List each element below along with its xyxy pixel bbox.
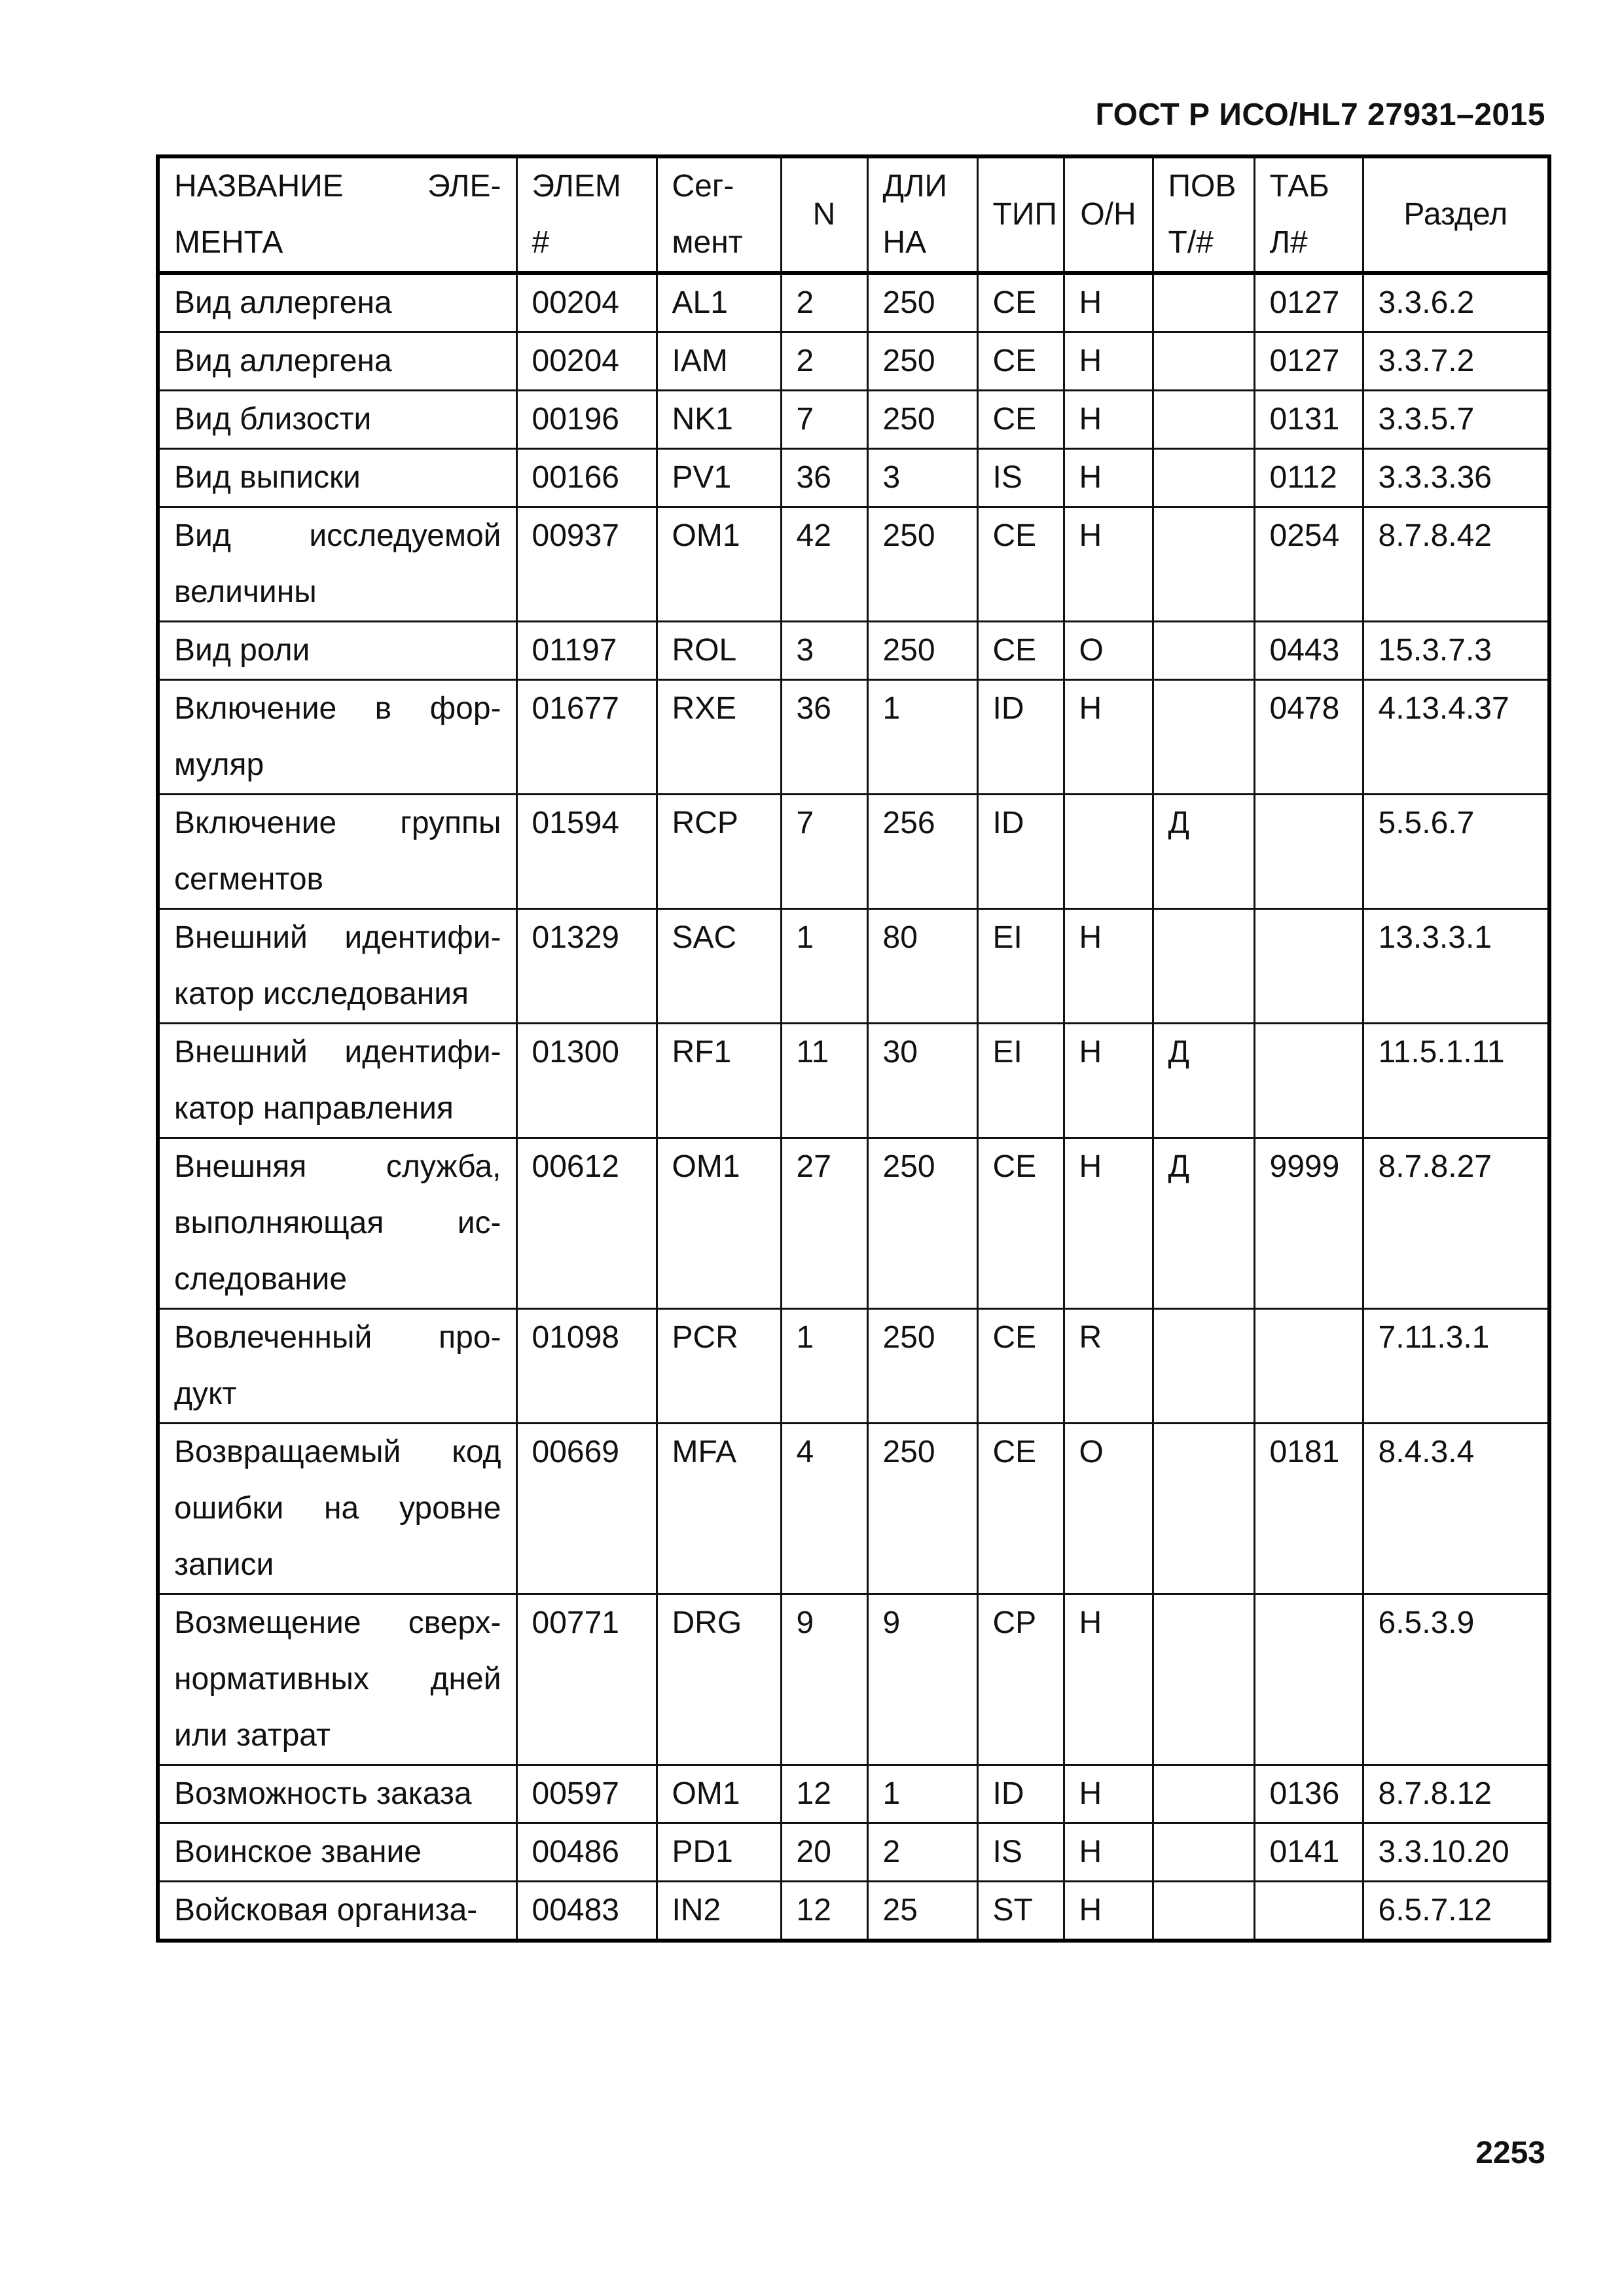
table-row <box>158 1765 1549 1823</box>
cell-length: 250 <box>867 1424 977 1594</box>
cell-elem: 01329 <box>516 909 657 1024</box>
table-header-row <box>158 156 1549 273</box>
cell-opt: Н <box>1064 1024 1153 1138</box>
cell-section: 4.13.4.37 <box>1363 680 1549 795</box>
cell-table: 0181 <box>1254 1424 1363 1594</box>
column-header-opt: О/Н <box>1064 156 1153 273</box>
cell-opt: О <box>1064 622 1153 680</box>
cell-length: 2 <box>867 1823 977 1882</box>
cell-name: Вид близости <box>158 391 516 449</box>
cell-length: 250 <box>867 507 977 622</box>
cell-repeat <box>1153 1823 1254 1882</box>
cell-n: 20 <box>781 1823 867 1882</box>
cell-section: 3.3.7.2 <box>1363 332 1549 391</box>
cell-length: 30 <box>867 1024 977 1138</box>
cell-n: 27 <box>781 1138 867 1309</box>
column-header-type: ТИП <box>977 156 1064 273</box>
cell-section: 11.5.1.11 <box>1363 1024 1549 1138</box>
cell-section: 3.3.5.7 <box>1363 391 1549 449</box>
cell-segment: RCP <box>657 795 781 909</box>
cell-elem: 00483 <box>516 1882 657 1941</box>
cell-length: 250 <box>867 332 977 391</box>
cell-n: 2 <box>781 273 867 332</box>
cell-table <box>1254 1309 1363 1424</box>
cell-repeat <box>1153 391 1254 449</box>
cell-segment: DRG <box>657 1594 781 1765</box>
column-header-section: Раздел <box>1363 156 1549 273</box>
cell-table <box>1254 1594 1363 1765</box>
cell-elem: 00204 <box>516 332 657 391</box>
cell-n: 1 <box>781 1309 867 1424</box>
cell-name: Возмещение сверх-нормативных дней или затрат <box>158 1594 516 1765</box>
cell-section: 8.7.8.42 <box>1363 507 1549 622</box>
cell-type: IS <box>977 1823 1064 1882</box>
cell-name: Воинское звание <box>158 1823 516 1882</box>
table-row <box>158 1024 1549 1138</box>
table-body <box>158 273 1549 1941</box>
table-row <box>158 1309 1549 1424</box>
table-row <box>158 273 1549 332</box>
cell-n: 2 <box>781 332 867 391</box>
cell-name: Внешний идентифи-катор исследования <box>158 909 516 1024</box>
cell-section: 7.11.3.1 <box>1363 1309 1549 1424</box>
cell-section: 8.7.8.12 <box>1363 1765 1549 1823</box>
cell-opt: Н <box>1064 1138 1153 1309</box>
cell-segment: ROL <box>657 622 781 680</box>
table-row <box>158 391 1549 449</box>
cell-n: 7 <box>781 795 867 909</box>
column-header-segment: Сег-мент <box>657 156 781 273</box>
column-header-repeat: ПОВ Т/# <box>1153 156 1254 273</box>
cell-segment: IAM <box>657 332 781 391</box>
table-row <box>158 449 1549 507</box>
cell-type: EI <box>977 909 1064 1024</box>
cell-name: Внешняя служба, выполняющая ис-следование <box>158 1138 516 1309</box>
cell-length: 250 <box>867 273 977 332</box>
cell-repeat <box>1153 1882 1254 1941</box>
cell-table: 0254 <box>1254 507 1363 622</box>
cell-length: 256 <box>867 795 977 909</box>
cell-type: CE <box>977 1424 1064 1594</box>
cell-elem: 00669 <box>516 1424 657 1594</box>
cell-name: Вид выписки <box>158 449 516 507</box>
cell-opt: Н <box>1064 1882 1153 1941</box>
cell-elem: 00166 <box>516 449 657 507</box>
cell-elem: 01197 <box>516 622 657 680</box>
cell-type: ID <box>977 1765 1064 1823</box>
cell-opt: Н <box>1064 680 1153 795</box>
cell-table: 0136 <box>1254 1765 1363 1823</box>
column-header-name: НАЗВАНИЕ ЭЛЕ-МЕНТА <box>158 156 516 273</box>
cell-name: Включение группы сегментов <box>158 795 516 909</box>
cell-segment: PCR <box>657 1309 781 1424</box>
table-row <box>158 680 1549 795</box>
cell-table: 0131 <box>1254 391 1363 449</box>
cell-table <box>1254 1024 1363 1138</box>
cell-repeat <box>1153 332 1254 391</box>
table-row <box>158 1823 1549 1882</box>
cell-elem: 01300 <box>516 1024 657 1138</box>
cell-type: IS <box>977 449 1064 507</box>
cell-repeat <box>1153 507 1254 622</box>
cell-table: 0127 <box>1254 273 1363 332</box>
cell-table: 0478 <box>1254 680 1363 795</box>
cell-opt: Н <box>1064 1594 1153 1765</box>
data-element-index-table <box>156 154 1551 1943</box>
cell-n: 36 <box>781 680 867 795</box>
cell-table <box>1254 795 1363 909</box>
cell-type: CE <box>977 1138 1064 1309</box>
cell-type: CE <box>977 391 1064 449</box>
cell-elem: 01098 <box>516 1309 657 1424</box>
cell-repeat <box>1153 273 1254 332</box>
cell-section: 3.3.6.2 <box>1363 273 1549 332</box>
cell-type: EI <box>977 1024 1064 1138</box>
cell-table <box>1254 909 1363 1024</box>
cell-name: Возможность заказа <box>158 1765 516 1823</box>
cell-segment: OM1 <box>657 507 781 622</box>
cell-opt: Н <box>1064 273 1153 332</box>
cell-type: ST <box>977 1882 1064 1941</box>
cell-n: 12 <box>781 1765 867 1823</box>
cell-section: 3.3.10.20 <box>1363 1823 1549 1882</box>
column-header-elem: ЭЛЕМ # <box>516 156 657 273</box>
table-row <box>158 795 1549 909</box>
cell-length: 1 <box>867 1765 977 1823</box>
cell-n: 9 <box>781 1594 867 1765</box>
cell-type: CE <box>977 1309 1064 1424</box>
cell-section: 6.5.3.9 <box>1363 1594 1549 1765</box>
cell-repeat <box>1153 1424 1254 1594</box>
cell-n: 7 <box>781 391 867 449</box>
table-row <box>158 1594 1549 1765</box>
cell-type: CE <box>977 273 1064 332</box>
cell-elem: 01677 <box>516 680 657 795</box>
cell-table: 0141 <box>1254 1823 1363 1882</box>
cell-table <box>1254 1882 1363 1941</box>
cell-repeat <box>1153 1309 1254 1424</box>
cell-type: CE <box>977 332 1064 391</box>
cell-length: 9 <box>867 1594 977 1765</box>
cell-length: 250 <box>867 622 977 680</box>
cell-length: 3 <box>867 449 977 507</box>
cell-repeat <box>1153 1594 1254 1765</box>
cell-n: 12 <box>781 1882 867 1941</box>
cell-table: 0443 <box>1254 622 1363 680</box>
column-header-n: N <box>781 156 867 273</box>
cell-section: 6.5.7.12 <box>1363 1882 1549 1941</box>
cell-segment: OM1 <box>657 1138 781 1309</box>
cell-opt <box>1064 795 1153 909</box>
cell-table: 0127 <box>1254 332 1363 391</box>
cell-segment: OM1 <box>657 1765 781 1823</box>
cell-length: 25 <box>867 1882 977 1941</box>
cell-opt: Н <box>1064 332 1153 391</box>
cell-name: Вид роли <box>158 622 516 680</box>
cell-section: 8.4.3.4 <box>1363 1424 1549 1594</box>
cell-name: Внешний идентифи-катор направления <box>158 1024 516 1138</box>
table-row <box>158 622 1549 680</box>
table-row <box>158 507 1549 622</box>
cell-opt: Н <box>1064 507 1153 622</box>
table-row <box>158 332 1549 391</box>
cell-repeat <box>1153 449 1254 507</box>
cell-repeat: Д <box>1153 1138 1254 1309</box>
cell-name: Вид исследуемой величины <box>158 507 516 622</box>
cell-n: 42 <box>781 507 867 622</box>
cell-type: CP <box>977 1594 1064 1765</box>
cell-section: 15.3.7.3 <box>1363 622 1549 680</box>
cell-length: 250 <box>867 1138 977 1309</box>
cell-elem: 01594 <box>516 795 657 909</box>
cell-segment: SAC <box>657 909 781 1024</box>
column-header-length: ДЛИ НА <box>867 156 977 273</box>
cell-repeat: Д <box>1153 1024 1254 1138</box>
cell-section: 5.5.6.7 <box>1363 795 1549 909</box>
cell-section: 3.3.3.36 <box>1363 449 1549 507</box>
cell-segment: PV1 <box>657 449 781 507</box>
cell-elem: 00937 <box>516 507 657 622</box>
cell-segment: IN2 <box>657 1882 781 1941</box>
cell-segment: RXE <box>657 680 781 795</box>
cell-elem: 00196 <box>516 391 657 449</box>
cell-opt: Н <box>1064 1823 1153 1882</box>
cell-elem: 00486 <box>516 1823 657 1882</box>
cell-repeat <box>1153 909 1254 1024</box>
table-row <box>158 909 1549 1024</box>
cell-opt: Н <box>1064 391 1153 449</box>
cell-repeat <box>1153 622 1254 680</box>
cell-name: Включение в фор-муляр <box>158 680 516 795</box>
cell-type: CE <box>977 507 1064 622</box>
cell-section: 13.3.3.1 <box>1363 909 1549 1024</box>
cell-elem: 00771 <box>516 1594 657 1765</box>
cell-table: 9999 <box>1254 1138 1363 1309</box>
cell-name: Войсковая организа- <box>158 1882 516 1941</box>
cell-length: 1 <box>867 680 977 795</box>
cell-elem: 00612 <box>516 1138 657 1309</box>
document-header: ГОСТ Р ИСО/HL7 27931–2015 <box>1095 98 1545 132</box>
table-row <box>158 1882 1549 1941</box>
cell-n: 1 <box>781 909 867 1024</box>
cell-opt: R <box>1064 1309 1153 1424</box>
cell-length: 250 <box>867 1309 977 1424</box>
cell-table: 0112 <box>1254 449 1363 507</box>
cell-type: CE <box>977 622 1064 680</box>
cell-n: 3 <box>781 622 867 680</box>
cell-name: Вовлеченный про-дукт <box>158 1309 516 1424</box>
cell-opt: Н <box>1064 449 1153 507</box>
cell-segment: MFA <box>657 1424 781 1594</box>
cell-section: 8.7.8.27 <box>1363 1138 1549 1309</box>
cell-repeat <box>1153 680 1254 795</box>
cell-repeat: Д <box>1153 795 1254 909</box>
cell-type: ID <box>977 680 1064 795</box>
column-header-table: ТАБ Л# <box>1254 156 1363 273</box>
cell-length: 80 <box>867 909 977 1024</box>
cell-opt: Н <box>1064 909 1153 1024</box>
cell-repeat <box>1153 1765 1254 1823</box>
cell-length: 250 <box>867 391 977 449</box>
page-number: 2253 <box>1475 2136 1545 2170</box>
cell-name: Вид аллергена <box>158 273 516 332</box>
cell-segment: AL1 <box>657 273 781 332</box>
cell-n: 11 <box>781 1024 867 1138</box>
cell-name: Вид аллергена <box>158 332 516 391</box>
cell-segment: NK1 <box>657 391 781 449</box>
cell-n: 4 <box>781 1424 867 1594</box>
cell-elem: 00597 <box>516 1765 657 1823</box>
cell-opt: О <box>1064 1424 1153 1594</box>
table-row <box>158 1424 1549 1594</box>
cell-opt: Н <box>1064 1765 1153 1823</box>
cell-segment: RF1 <box>657 1024 781 1138</box>
cell-segment: PD1 <box>657 1823 781 1882</box>
table-row <box>158 1138 1549 1309</box>
cell-elem: 00204 <box>516 273 657 332</box>
cell-n: 36 <box>781 449 867 507</box>
cell-type: ID <box>977 795 1064 909</box>
cell-name: Возвращаемый код ошибки на уровне записи <box>158 1424 516 1594</box>
